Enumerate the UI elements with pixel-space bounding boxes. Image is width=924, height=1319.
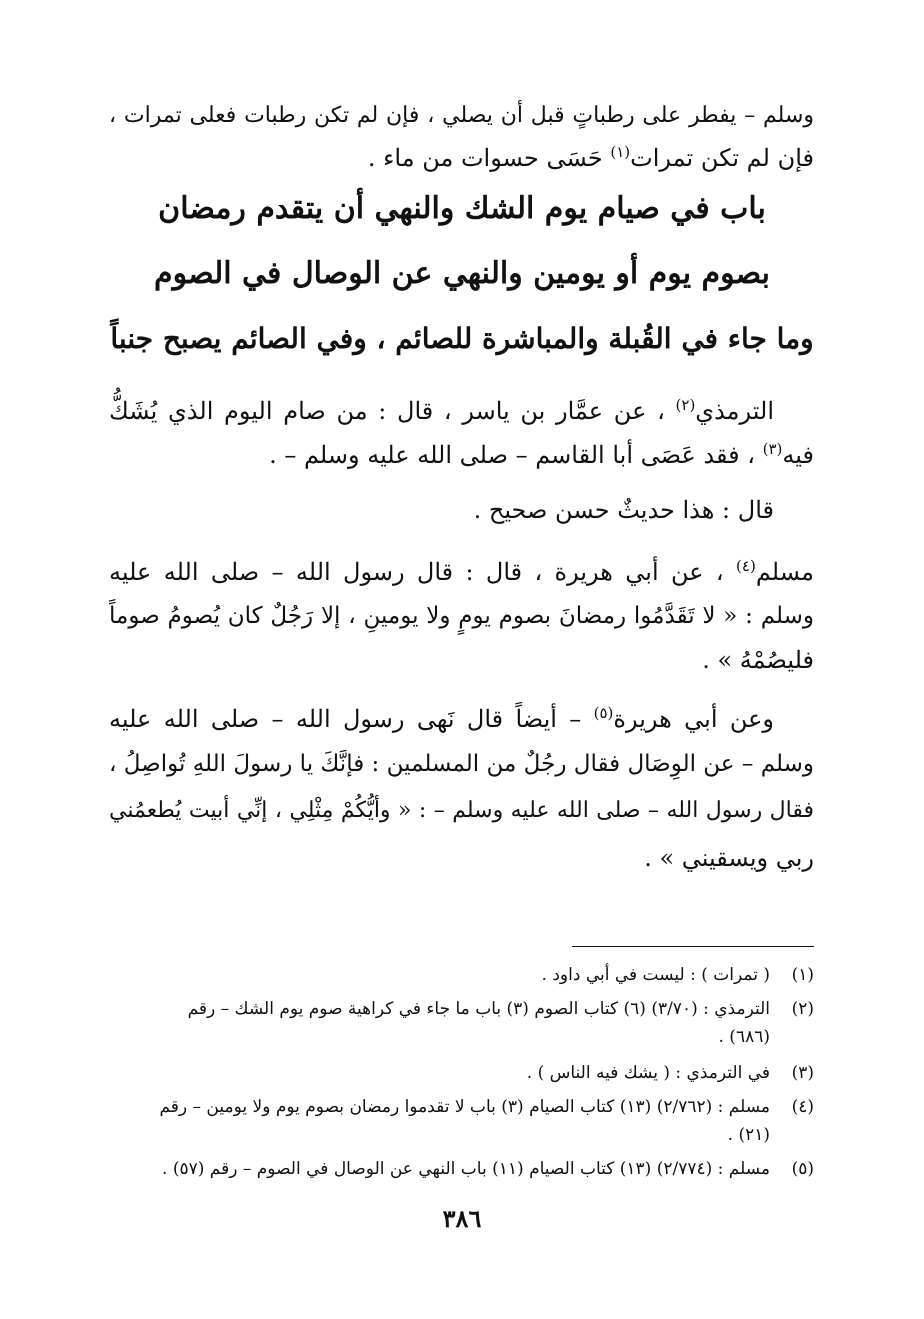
chapter-heading-line-2: بصوم يوم أو يومين والنهي عن الوصال في الصوم — [154, 256, 770, 291]
hadith3-line-3 — [109, 793, 814, 829]
footnote-ref-3: (٣) — [762, 440, 783, 458]
hadith2-text-3: فليصُمْهُ » . — [702, 646, 814, 674]
footnote-separator — [572, 946, 814, 947]
top-paragraph-text-1: وسلم – يفطر على رطباتٍ قبل أن يصلي ، فإن لم تكن رطبات فعلى تمرات ، — [109, 103, 814, 128]
top-paragraph-text-2a: فإن لم تكن تمرات — [630, 144, 814, 172]
top-paragraph-text-2b: حَسَى حسوات من ماء . — [367, 144, 611, 172]
footnote-ref-2: (٢) — [675, 396, 696, 414]
hadith2-line-3 — [109, 642, 814, 678]
hadith3-text-3: فقال رسول الله – صلى الله عليه وسلم – : « وأيُّكُمْ مِثْلِي ، إنِّي أبيت يُطعمُني — [109, 798, 814, 823]
hadith1-line-2 — [109, 437, 814, 473]
hadith2-line-1 — [109, 554, 814, 590]
footnote-ref-1: (١) — [610, 143, 631, 161]
footnote-text: مسلم : (٢/٧٦٢) (١٣) كتاب الصيام (٣) باب لا تقدموا رمضان بصوم يوم ولا يومين – رقم — [159, 1097, 770, 1117]
top-paragraph-line-1 — [109, 98, 814, 134]
hadith3-line-4 — [109, 840, 814, 876]
hadith3-line-1 — [109, 701, 774, 737]
page-number: ٣٨٦ — [442, 1204, 482, 1233]
footnote-number: (١) — [791, 965, 814, 985]
hadith1-text-2b: ، فقد عَصَى أبا القاسم – صلى الله عليه وسلم – . — [269, 441, 763, 469]
chapter-heading-line-3: وما جاء في القُبلة والمباشرة للصائم ، وفي الصائم يصبح جنباً — [110, 322, 814, 355]
footnote-ref-5: (٥) — [593, 704, 614, 722]
footnote-number: (٣) — [791, 1063, 814, 1083]
hadith2-text-2: وسلم : « لا تَقَدَّمُوا رمضانَ بصوم يومٍ ولا يومينِ ، إلا رَجُلٌ كان يُصومُ صوماً — [109, 603, 814, 629]
hadith3-text-2: وسلم – عن الوِصَال فقال رجُلٌ من المسلمين : فإنَّكَ يا رسولَ اللهِ تُواصِلُ ، — [109, 751, 814, 777]
footnote-4 — [109, 1094, 814, 1120]
hadith1-line-1 — [109, 393, 774, 429]
hadith2-text-1a: مسلم — [755, 558, 814, 586]
footnote-text: الترمذي : (٣/٧٠) (٦) كتاب الصوم (٣) باب ما جاء في كراهية صوم يوم الشك – رقم — [187, 999, 770, 1019]
hadith3-text-4: ربي ويسقيني » . — [644, 844, 814, 872]
hadith3-text-1b: – أيضاً قال نَهى رسول الله – صلى الله عليه — [109, 705, 594, 733]
footnote-2-continuation: (٦٨٦) . — [718, 1027, 770, 1047]
hadith1-text-2a: فيه — [782, 441, 814, 469]
hadith1-grade-text: قال : هذا حديثٌ حسن صحيح . — [473, 496, 774, 524]
footnote-5 — [109, 1156, 814, 1182]
footnote-1 — [109, 962, 814, 988]
footnote-3 — [109, 1060, 814, 1086]
hadith3-line-2 — [109, 746, 814, 782]
hadith3-text-1a: وعن أبي هريرة — [613, 705, 775, 733]
footnote-4-continuation: (٢١) . — [727, 1125, 770, 1145]
top-paragraph-line-2 — [109, 140, 814, 176]
footnote-ref-4: (٤) — [736, 557, 756, 575]
footnote-number: (٤) — [791, 1097, 814, 1117]
footnote-text: مسلم : (٢/٧٧٤) (١٣) كتاب الصيام (١١) باب النهي عن الوصال في الصوم – رقم (٥٧) . — [162, 1159, 770, 1179]
hadith1-grade — [109, 492, 774, 528]
hadith1-text-1b: ، عن عمَّار بن ياسر ، قال : من صام اليوم الذي يُشَكُّ — [109, 397, 676, 425]
hadith2-line-2 — [109, 598, 814, 634]
footnote-number: (٢) — [791, 999, 814, 1019]
hadith1-text-1a: الترمذي — [695, 397, 774, 425]
footnote-text: في الترمذي : ( يشك فيه الناس ) . — [526, 1063, 770, 1083]
chapter-heading-line-1: باب في صيام يوم الشك والنهي أن يتقدم رمضان — [158, 191, 766, 226]
footnote-number: (٥) — [791, 1159, 814, 1179]
hadith2-text-1b: ، عن أبي هريرة ، قال : قال رسول الله – صلى الله عليه — [109, 558, 737, 586]
footnote-2 — [109, 996, 814, 1022]
footnote-text: ( تمرات ) : ليست في أبي داود . — [541, 965, 770, 985]
